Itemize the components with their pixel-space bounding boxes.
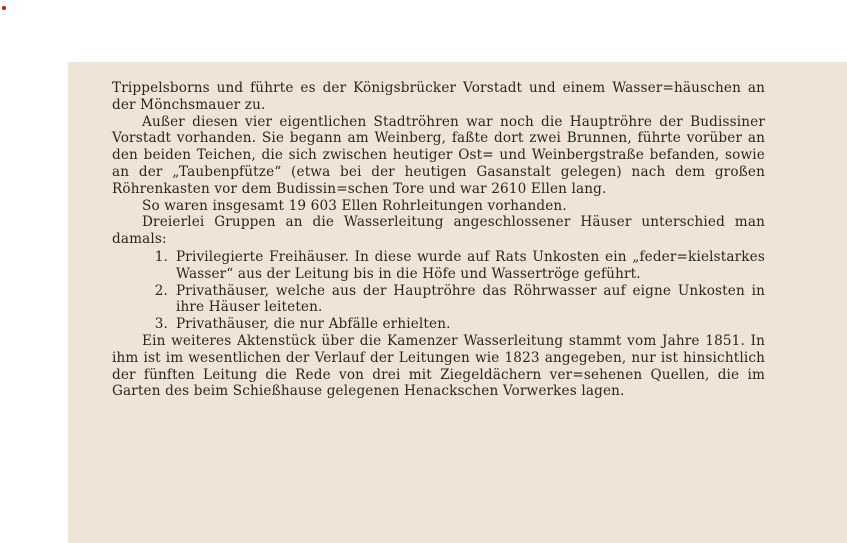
list-item	[112, 316, 765, 333]
list-item-number: 3.	[154, 316, 168, 333]
paragraph-aktenstueck-1851: Ein weiteres Aktenstück über die Kamenzer Wasserleitung stammt vom Jahre 1851. In ihm ist im wesentlichen der Verlauf der Leitungen wie 1823 angegeben, nur ist hinsichtlich der fünften Leitung die Rede von drei mit Ziegeldächern ver=sehenen Quellen, die im Garten des beim Schießhause gelegenen Henackschen Vorwerkes lagen.	[112, 332, 765, 400]
list-item	[112, 249, 765, 283]
paragraph-hauptroehre: Außer diesen vier eigentlichen Stadtröhren war noch die Hauptröhre der Budissiner Vorstadt vorhanden. Sie begann am Weinberg, faßte dort zwei Brunnen, führte vorüber an den beiden Teichen, die sich zwischen heutiger Ost= und Weinbergstraße befanden, sowie an der „Taubenpfütze“ (etwa bei der heutigen Gasanstalt gelegen) nach dem großen Röhrenkasten vor dem Budissin=schen Tore und war 2610 Ellen lang.	[112, 113, 765, 197]
paragraph-continuation: Trippelsborns und führte es der Königsbrücker Vorstadt und einem Wasser=häuschen an der Mönchsmauer zu.	[112, 80, 765, 113]
scanned-page	[68, 62, 847, 543]
page-text	[112, 80, 765, 400]
list-item-text: Privathäuser, die nur Abfälle erhielten.	[176, 316, 451, 333]
paragraph-groups-intro: Dreierlei Gruppen an die Wasserleitung angeschlossener Häuser unterschied man damals:	[112, 214, 765, 248]
list-item-number: 2.	[154, 282, 168, 299]
list-item-number: 1.	[154, 248, 168, 265]
list-item-text: Privathäuser, welche aus der Hauptröhre das Röhrwasser auf eigne Unkosten in ihre Häuser leiteten.	[176, 282, 765, 316]
red-dot-mark	[2, 6, 6, 10]
paragraph-total-length: So waren insgesamt 19 603 Ellen Rohrleitungen vorhanden.	[142, 197, 567, 214]
list-item	[112, 283, 765, 317]
house-groups-list	[112, 249, 765, 333]
list-item-text: Privilegierte Freihäuser. In diese wurde auf Rats Unkosten ein „feder=kielstarkes Wasser“ aus der Leitung bis in die Höfe und Wassertröge geführt.	[176, 248, 765, 282]
